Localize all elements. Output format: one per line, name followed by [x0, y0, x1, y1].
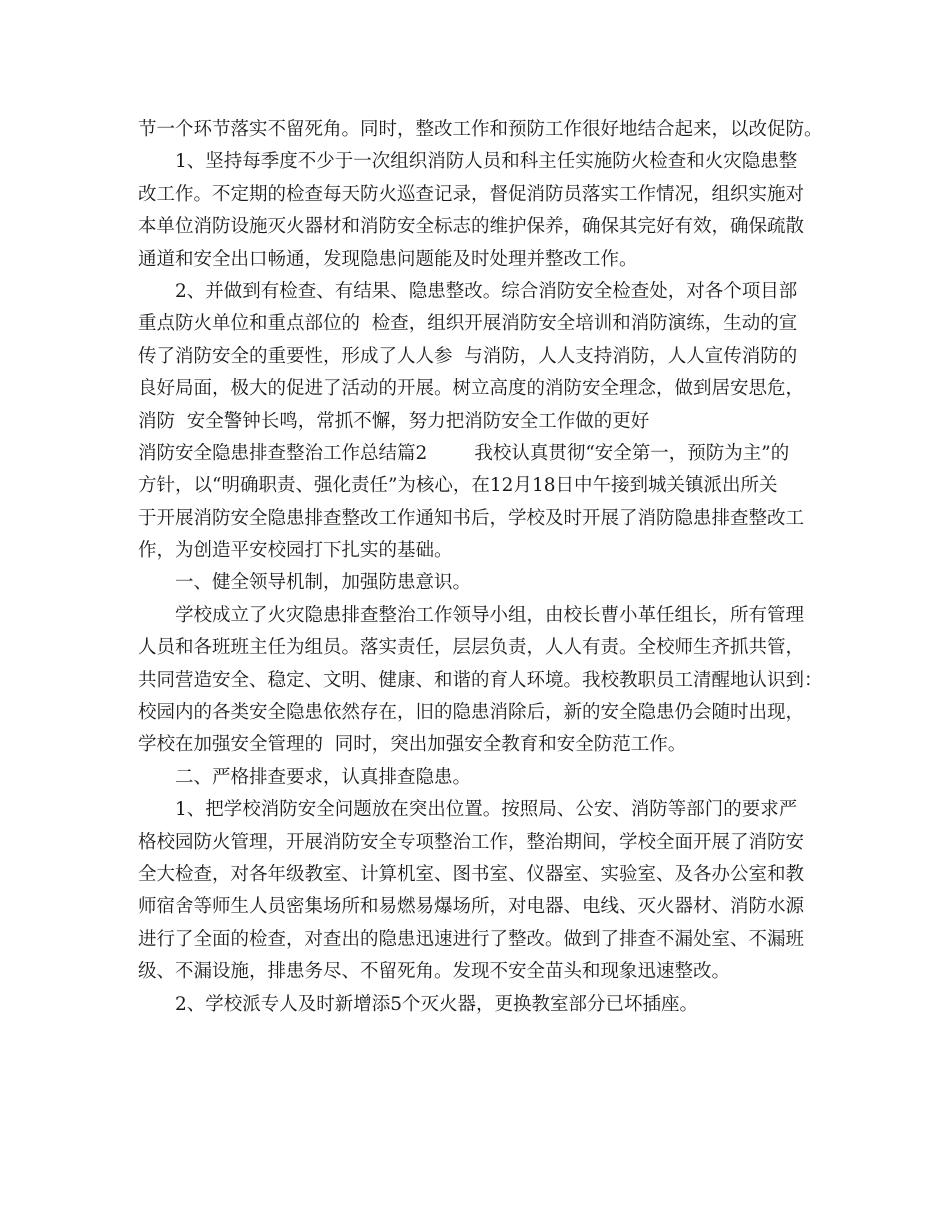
document-body — [138, 114, 828, 1021]
text-line: 1、坚持每季度不少于一次组织消防人员和科主任实施防火检查和火灾隐患整 — [175, 151, 798, 173]
text-line: 进行了全面的检查，对查出的隐患迅速进行了整改。做到了排查不漏处室、不漏班 — [138, 928, 805, 950]
text-line: 级、不漏设施，排患务尽、不留死角。发现不安全苗头和现象迅速整改。 — [138, 961, 731, 983]
text-line: 1、把学校消防安全问题放在突出位置。按照局、公安、消防等部门的要求严 — [175, 799, 798, 821]
text-line: 重点防火单位和重点部位的 检查，组织开展消防安全培训和消防演练，生动的宣 — [138, 313, 798, 335]
text-line: 通道和安全出口畅通，发现隐患问题能及时处理并整改工作。 — [138, 248, 638, 270]
text-line: 师宿舍等师生人员密集场所和易燃易爆场所，对电器、电线、灭火器材、消防水源 — [138, 896, 805, 918]
text-line: 2、学校派专人及时新增添5个灭火器，更换教室部分已坏插座。 — [175, 993, 699, 1015]
text-line: 校园内的各类安全隐患依然存在，旧的隐患消除后，新的安全隐患仍会随时出现， — [138, 702, 805, 724]
text-line: 学校在加强安全管理的 同时，突出加强安全教育和安全防范工作。 — [138, 734, 687, 756]
text-line: 全大检查，对各年级教室、计算机室、图书室、仪器室、实验室、及各办公室和教 — [138, 863, 805, 885]
heading-line: 二、严格排查要求，认真排查隐患。 — [175, 766, 472, 788]
text-line: 作，为创造平安校园打下扎实的基础。 — [138, 540, 453, 562]
text-line: 节一个环节落实不留死角。同时，整改工作和预防工作很好地结合起来，以改促防。 — [138, 119, 823, 140]
heading-line: 一、健全领导机制，加强防患意识。 — [175, 572, 472, 594]
text-line: 方针，以“明确职责、强化责任”为核心，在12月18日中午接到城关镇派出所关 — [138, 475, 778, 497]
text-line: 改工作。不定期的检查每天防火巡查记录，督促消防员落实工作情况，组织实施对 — [138, 183, 805, 205]
text-line: 于开展消防安全隐患排查整改工作通知书后，学校及时开展了消防隐患排查整改工 — [138, 507, 805, 529]
text-line: 2、并做到有检查、有结果、隐患整改。综合消防安全检查处，对各个项目部 — [175, 280, 798, 302]
section-title-line: 消防安全隐患排查整治工作总结篇2 我校认真贯彻“安全第一，预防为主”的 — [138, 442, 790, 464]
text-line: 共同营造安全、稳定、文明、健康、和谐的育人环境。我校教职员工清醒地认识到： — [138, 669, 823, 691]
text-line: 人员和各班班主任为组员。落实责任，层层负责，人人有责。全校师生齐抓共管， — [138, 637, 805, 659]
text-line: 格校园防火管理，开展消防安全专项整治工作，整治期间，学校全面开展了消防安 — [138, 831, 805, 853]
text-line: 消防 安全警钟长鸣，常抓不懈，努力把消防安全工作做的更好 — [138, 410, 650, 432]
text-line: 良好局面，极大的促进了活动的开展。树立高度的消防安全理念，做到居安思危， — [138, 378, 805, 400]
text-line: 学校成立了火灾隐患排查整治工作领导小组，由校长曹小革任组长，所有管理 — [175, 604, 805, 626]
text-line: 本单位消防设施灭火器材和消防安全标志的维护保养，确保其完好有效，确保疏散 — [138, 216, 805, 238]
text-line: 传了消防安全的重要性，形成了人人参 与消防，人人支持消防，人人宣传消防的 — [138, 345, 798, 367]
